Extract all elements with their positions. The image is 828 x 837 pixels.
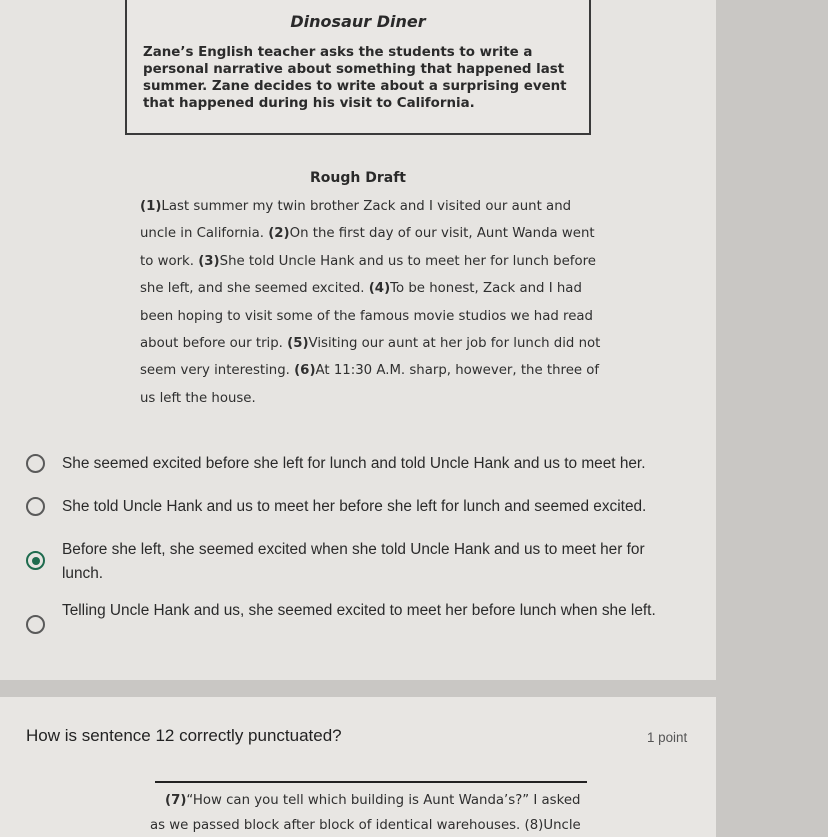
option-label: She told Uncle Hank and us to meet her before she left for lunch and seemed excited. (62, 498, 647, 515)
answer-option-4[interactable] (26, 599, 696, 647)
radio-button-icon[interactable] (26, 615, 45, 634)
radio-button-icon[interactable] (26, 497, 45, 516)
sentence-text: To be honest, Zack and I had been hoping to visit some of the famous movie studios we had read about before our trip. (140, 281, 593, 352)
sentence-number: (6) (294, 363, 316, 379)
sentence-text: On the first day of our visit, Aunt Wanda went to work. (140, 226, 595, 269)
sentence-number: (4) (368, 281, 391, 297)
draft-excerpt (165, 793, 580, 808)
divider (155, 781, 587, 783)
passage-intro-box (125, 0, 591, 135)
answer-option-3[interactable] (26, 538, 696, 586)
option-label: Telling Uncle Hank and us, she seemed excited to meet her before lunch when she left. (62, 602, 656, 619)
points-label: 1 point (647, 730, 688, 745)
answer-option-1[interactable] (26, 452, 696, 476)
option-label: Before she left, she seemed excited when she told Uncle Hank and us to meet her for lunch. (62, 541, 645, 582)
sentence-text: At 11:30 A.M. sharp, however, the three of us left the house. (140, 363, 600, 406)
answer-option-2[interactable] (26, 495, 696, 519)
sentence-text: Last summer my twin brother Zack and I visited our aunt and uncle in California. (140, 199, 572, 242)
rough-draft-text (140, 193, 610, 412)
sentence-text: “How can you tell which building is Aunt Wanda’s?” I asked (186, 793, 581, 808)
draft-title: Rough Draft (310, 170, 406, 186)
question-card-2 (0, 697, 716, 837)
question-prompt: How is sentence 12 correctly punctuated? (26, 726, 342, 745)
sentence-text: Visiting our aunt at her job for lunch did not seem very interesting. (140, 336, 601, 379)
draft-excerpt-cutoff: as we passed block after block of identical warehouses. (8)Uncle (150, 818, 581, 833)
option-label: She seemed excited before she left for lunch and told Uncle Hank and us to meet her. (62, 455, 646, 472)
passage-title: Dinosaur Diner (290, 12, 426, 31)
passage-intro: Zane’s English teacher asks the students to write a personal narrative about something that happened last summer. Zane decides to write about a surprising event that happened during his visit to California. (143, 45, 567, 111)
sentence-text: She told Uncle Hank and us to meet her for lunch before she left, and she seemed excited. (140, 253, 596, 297)
radio-button-icon[interactable] (26, 454, 45, 473)
sentence-number: (3) (198, 253, 220, 269)
sentence-number: (2) (268, 226, 290, 242)
sentence-number: (1) (140, 199, 162, 214)
sentence-number: (5) (287, 336, 309, 352)
sentence-number: (7) (165, 793, 187, 808)
radio-selected-icon[interactable] (26, 551, 45, 570)
